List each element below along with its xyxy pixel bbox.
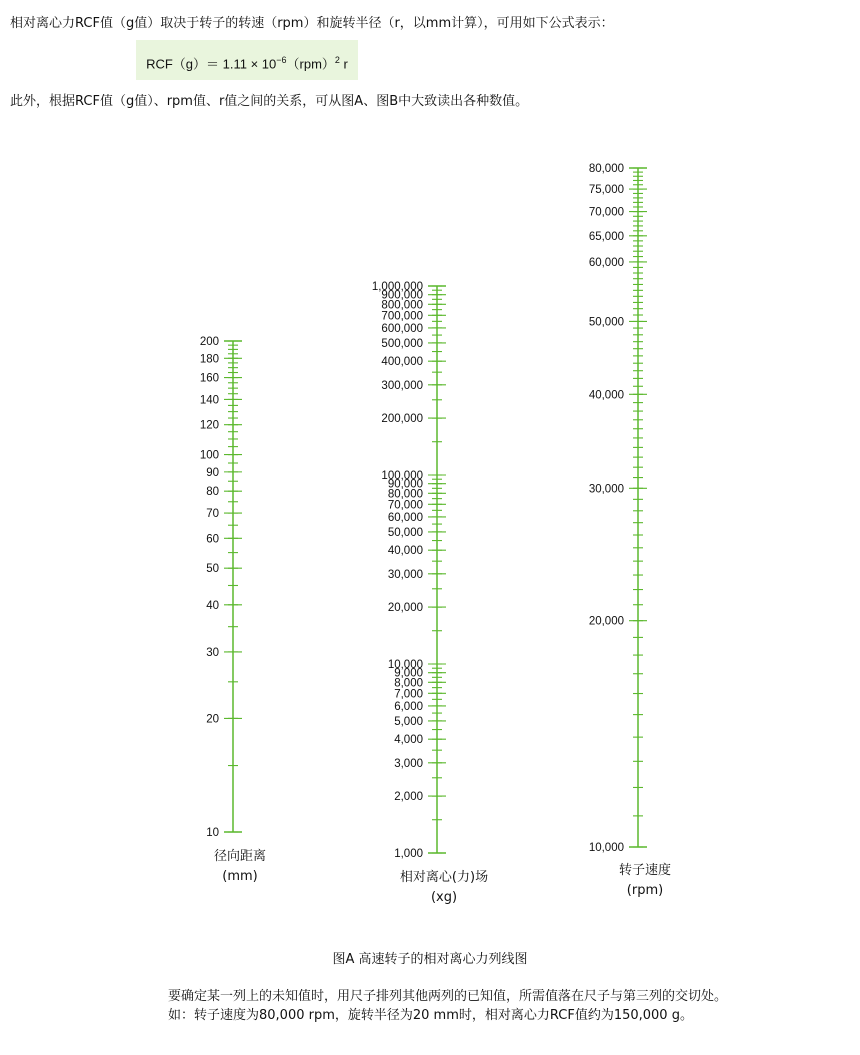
rcf-tick-label: 6,000: [394, 700, 423, 713]
radius-tick-label: 160: [199, 372, 219, 385]
radius-tick-label: 50: [206, 563, 219, 576]
rcf-tick-label: 900,000: [381, 289, 423, 302]
rcf-tick-label: 400,000: [381, 356, 423, 369]
radius-tick-label: 120: [199, 419, 219, 432]
figure-caption: 图A 高速转子的相对离心力列线图: [332, 952, 528, 967]
radius-tick-label: 90: [206, 466, 219, 479]
rcf-axis-title: (xg): [430, 890, 458, 905]
rcf-tick-label: 100,000: [381, 470, 423, 482]
rcf-tick-label: 3,000: [394, 757, 423, 770]
speed-tick-label: 30,000: [588, 483, 624, 496]
rcf-tick-label: 8,000: [394, 677, 423, 690]
rcf-tick-label: 800,000: [381, 299, 423, 312]
radius-tick-label: 20: [206, 713, 219, 726]
speed-tick-label: 75,000: [588, 184, 624, 197]
speed-tick-label: 20,000: [588, 615, 624, 628]
radius-tick-label: 180: [199, 353, 219, 366]
formula-r: r: [339, 56, 348, 72]
speed-tick-label: 50,000: [588, 316, 624, 329]
rcf-axis-title: 相对离心(力)场: [399, 870, 489, 885]
speed-tick-label: 70,000: [588, 206, 624, 219]
rcf-tick-label: 40,000: [387, 545, 423, 558]
rcf-tick-label: 700,000: [381, 310, 423, 323]
usage-note-line-2: 如：转子速度为80,000 rpm，旋转半径为20 mm时，相对离心力RCF值约为150,000 g。: [168, 1008, 693, 1023]
radius-tick-label: 60: [206, 533, 219, 546]
rcf-tick-label: 1,000: [394, 848, 423, 860]
radius-tick-label: 30: [206, 646, 219, 659]
radius-tick-label: 100: [199, 449, 219, 462]
radius-tick-label: 140: [199, 394, 219, 407]
rcf-tick-label: 1,000,000: [371, 281, 423, 293]
radius-axis-title: (mm): [222, 869, 258, 884]
formula-exponent: −6: [276, 55, 287, 65]
speed-tick-label: 60,000: [588, 256, 624, 269]
speed-tick-label: 40,000: [588, 389, 624, 402]
usage-note: [168, 987, 728, 1025]
formula-square: 2: [334, 55, 340, 65]
rcf-tick-label: 30,000: [387, 568, 423, 581]
rcf-tick-label: 4,000: [394, 734, 423, 747]
speed-scale: [589, 163, 671, 898]
radius-tick-label: 80: [206, 486, 219, 499]
rcf-tick-label: 500,000: [381, 337, 423, 350]
speed-tick-label: 65,000: [588, 230, 624, 243]
rcf-tick-label: 9,000: [394, 667, 423, 680]
radius-tick-label: 70: [206, 508, 219, 521]
rcf-tick-label: 60,000: [387, 511, 423, 524]
radius-tick-label: 10: [206, 827, 219, 839]
rcf-tick-label: 300,000: [381, 379, 423, 392]
rcf-tick-label: 70,000: [387, 499, 423, 512]
rcf-tick-label: 5,000: [394, 715, 423, 728]
radius-tick-label: 200: [199, 336, 219, 348]
intro-line-1: 相对离心力RCF值（g值）取决于转子的转速（rpm）和旋转半径（r，以mm计算），可用如下公式表示：: [10, 16, 614, 31]
rcf-tick-label: 10,000: [387, 659, 423, 671]
speed-tick-label: 80,000: [588, 163, 624, 175]
intro-line-2: 此外，根据RCF值（g值）、rpm值、r值之间的关系，可从图A、图B中大致读出各种数值。: [10, 94, 529, 109]
radius-scale: [200, 336, 266, 884]
rcf-tick-label: 2,000: [394, 791, 423, 804]
radius-axis-title: 径向距离: [213, 849, 267, 864]
speed-tick-label: 10,000: [588, 842, 624, 854]
rcf-scale: [372, 281, 488, 905]
speed-axis-title: 转子速度: [618, 863, 672, 878]
rcf-tick-label: 90,000: [387, 478, 423, 491]
usage-note-line-1: 要确定某一列上的未知值时，用尺子排列其他两列的已知值，所需值落在尺子与第三列的交切处。: [168, 989, 728, 1004]
formula-rpm: （rpm）: [286, 56, 335, 72]
rcf-tick-label: 80,000: [387, 488, 423, 501]
rcf-tick-label: 50,000: [387, 526, 423, 539]
rcf-tick-label: 600,000: [381, 322, 423, 335]
rcf-tick-label: 7,000: [394, 688, 423, 701]
rcf-tick-label: 200,000: [381, 413, 423, 426]
formula-lhs: RCF（g）＝ 1.11 × 10: [146, 56, 277, 72]
radius-tick-label: 40: [206, 599, 219, 612]
rcf-tick-label: 20,000: [387, 602, 423, 615]
speed-axis-title: (rpm): [626, 883, 664, 898]
